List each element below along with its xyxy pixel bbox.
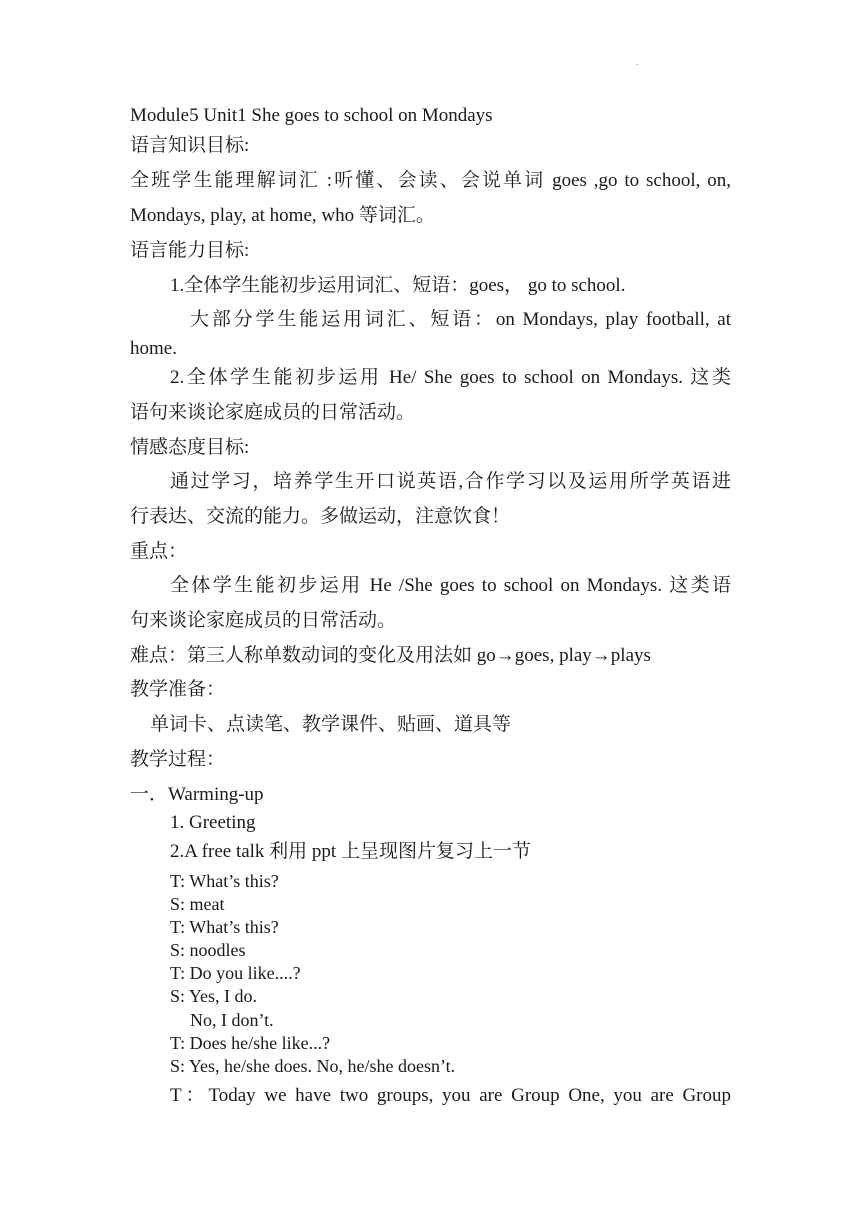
- dialogue-line: T: What’s this?: [170, 871, 279, 891]
- dialogue-line: S: Yes, I do.: [170, 986, 258, 1006]
- key-line-1: 全体学生能初步运用 He /She goes to school on Mondays. 这类语: [170, 575, 731, 596]
- last-line: T：Today we have two groups, you are Group One, you are Group: [170, 1085, 731, 1106]
- emotion-line-2: 行表达、交流的能力。多做运动，注意饮食！: [130, 506, 511, 527]
- ability-item-2-line-2: 语句来谈论家庭成员的日常活动。: [130, 402, 416, 423]
- ability-heading: 语言能力目标:: [130, 240, 250, 261]
- key-line-2: 句来谈论家庭成员的日常活动。: [130, 610, 397, 631]
- step1-item-2: 2.A free talk 利用 ppt 上呈现图片复习上一节: [170, 841, 531, 862]
- dialogue-line: T: Does he/she like...?: [170, 1033, 331, 1053]
- knowledge-line-1: 全班学生能理解词汇 :听懂、会读、会说单词 goes ,go to school, on,: [130, 170, 731, 191]
- knowledge-heading: 语言知识目标:: [130, 135, 250, 156]
- dialogue-line: S: noodles: [170, 940, 246, 960]
- prep-heading: 教学准备：: [130, 679, 226, 700]
- dialogue-line: T: Do you like....?: [170, 963, 301, 983]
- page-dot: .: [636, 58, 638, 67]
- difficulty-line: 难点：第三人称单数动词的变化及用法如 go→goes, play→plays: [130, 645, 651, 666]
- process-heading: 教学过程：: [130, 749, 226, 770]
- prep-items: 单词卡、点读笔、教学课件、贴画、道具等: [150, 714, 512, 735]
- ability-item-1b-line-1: 大部分学生能运用词汇、短语：on Mondays, play football, at: [190, 309, 731, 330]
- emotion-heading: 情感态度目标:: [130, 437, 250, 458]
- emotion-line-1: 通过学习，培养学生开口说英语,合作学习以及运用所学英语进: [170, 471, 731, 492]
- step1-heading: 一．Warming-up: [130, 784, 264, 805]
- key-heading: 重点：: [130, 541, 188, 562]
- ability-item-1b-line-2: home.: [130, 338, 177, 359]
- knowledge-line-2: Mondays, play, at home, who 等词汇。: [130, 205, 435, 226]
- dialogue-line: No, I don’t.: [190, 1010, 274, 1030]
- dialogue-line: S: Yes, he/she does. No, he/she doesn’t.: [170, 1056, 456, 1076]
- document-title: Module5 Unit1 She goes to school on Mondays: [130, 105, 493, 126]
- dialogue-line: T: What’s this?: [170, 917, 279, 937]
- step1-item-1: 1. Greeting: [170, 812, 256, 833]
- dialogue-line: S: meat: [170, 894, 225, 914]
- ability-item-2-line-1: 2.全体学生能初步运用 He/ She goes to school on Mondays. 这类: [170, 367, 731, 388]
- ability-item-1: 1.全体学生能初步运用词汇、短语：goes， go to school.: [170, 275, 626, 296]
